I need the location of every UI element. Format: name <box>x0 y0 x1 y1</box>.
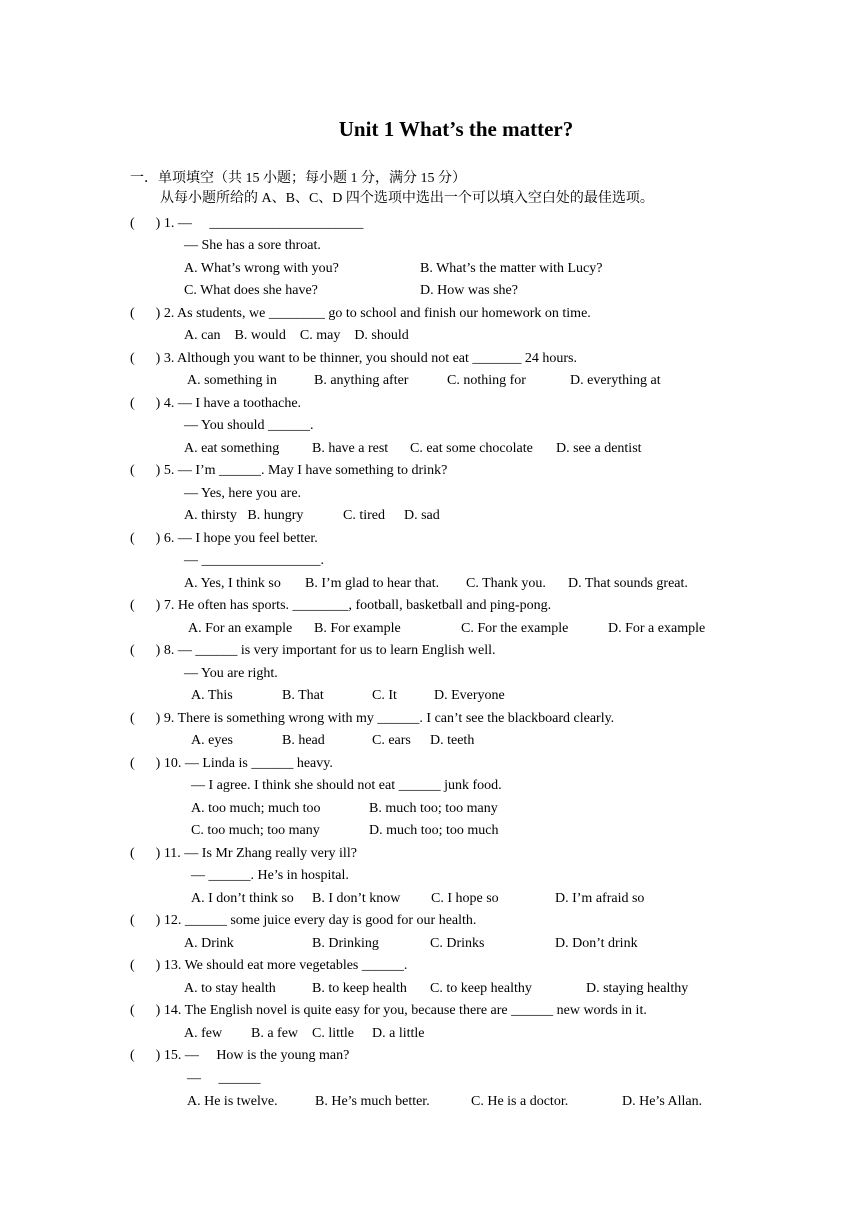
question-3: ( ) 3. Although you want to be thinner, you should not eat _______ 24 hours. <box>130 351 578 366</box>
question-5: ( ) 5. — I’m ______. May I have something to drink? <box>130 463 448 478</box>
section-instruction: 从每小题所给的 A、B、C、D 四个选项中选出一个可以填入空白处的最佳选项。 <box>160 191 654 206</box>
page-title: Unit 1 What’s the matter? <box>338 117 574 141</box>
question-3-option-a: A. something in <box>187 373 277 388</box>
question-7-option-c: C. For the example <box>461 621 569 636</box>
question-11-option-b: B. I don’t know <box>312 891 401 906</box>
question-8: ( ) 8. — ______ is very important for us to learn English well. <box>130 643 496 658</box>
question-1: ( ) 1. — ______________________ <box>130 216 364 231</box>
question-1-option-d: D. How was she? <box>420 283 518 298</box>
question-3-option-d: D. everything at <box>570 373 661 388</box>
question-9: ( ) 9. There is something wrong with my ______. I can’t see the blackboard clearly. <box>130 711 615 726</box>
question-9-option-b: B. head <box>282 733 325 748</box>
question-7-option-a: A. For an example <box>188 621 293 636</box>
question-14-option-a: A. few <box>184 1026 223 1041</box>
question-4-dialogue: — You should ______. <box>184 418 314 433</box>
question-12-option-a: A. Drink <box>184 936 234 951</box>
question-5-option-c: C. tired <box>343 508 385 523</box>
question-11-option-d: D. I’m afraid so <box>555 891 645 906</box>
question-2-options: A. can B. would C. may D. should <box>184 328 409 343</box>
question-6-option-b: B. I’m glad to hear that. <box>305 576 440 591</box>
question-14-option-d: D. a little <box>372 1026 425 1041</box>
question-6-option-c: C. Thank you. <box>466 576 546 591</box>
question-4-option-c: C. eat some chocolate <box>410 441 533 456</box>
question-6-option-a: A. Yes, I think so <box>184 576 281 591</box>
question-15-dialogue: — ______ <box>187 1071 261 1086</box>
question-14-option-b: B. a few <box>251 1026 299 1041</box>
section-heading: 一．单项填空（共 15 小题；每小题 1 分，满分 15 分） <box>130 171 466 186</box>
question-6: ( ) 6. — I hope you feel better. <box>130 531 318 546</box>
question-1-option-a: A. What’s wrong with you? <box>184 261 339 276</box>
question-4-option-b: B. have a rest <box>312 441 389 456</box>
question-3-option-c: C. nothing for <box>447 373 526 388</box>
question-12: ( ) 12. ______ some juice every day is good for our health. <box>130 913 477 928</box>
question-15-option-c: C. He is a doctor. <box>471 1094 569 1109</box>
question-10-option-d: D. much too; too much <box>369 823 499 838</box>
question-1-option-c: C. What does she have? <box>184 283 318 298</box>
question-4-option-a: A. eat something <box>184 441 280 456</box>
question-11: ( ) 11. — Is Mr Zhang really very ill? <box>130 846 357 861</box>
question-12-option-c: C. Drinks <box>430 936 485 951</box>
question-13: ( ) 13. We should eat more vegetables ______. <box>130 958 408 973</box>
question-5-option-d: D. sad <box>404 508 440 523</box>
question-10-option-b: B. much too; too many <box>369 801 498 816</box>
question-9-option-c: C. ears <box>372 733 411 748</box>
question-13-option-c: C. to keep healthy <box>430 981 532 996</box>
question-13-option-a: A. to stay health <box>184 981 276 996</box>
question-6-option-d: D. That sounds great. <box>568 576 688 591</box>
question-9-option-d: D. teeth <box>430 733 475 748</box>
question-8-option-d: D. Everyone <box>434 688 505 703</box>
question-11-option-c: C. I hope so <box>431 891 499 906</box>
question-8-dialogue: — You are right. <box>184 666 278 681</box>
question-11-dialogue: — ______. He’s in hospital. <box>191 868 349 883</box>
question-8-option-a: A. This <box>191 688 233 703</box>
question-10-option-c: C. too much; too many <box>191 823 320 838</box>
question-7: ( ) 7. He often has sports. ________, football, basketball and ping-pong. <box>130 598 552 613</box>
question-10-dialogue: — I agree. I think she should not eat ______ junk food. <box>191 778 502 793</box>
question-5-option-ab: A. thirsty B. hungry <box>184 508 304 523</box>
question-15-option-a: A. He is twelve. <box>187 1094 278 1109</box>
question-1-dialogue: — She has a sore throat. <box>184 238 321 253</box>
question-8-option-b: B. That <box>282 688 324 703</box>
question-11-option-a: A. I don’t think so <box>191 891 294 906</box>
question-7-option-b: B. For example <box>314 621 401 636</box>
question-10: ( ) 10. — Linda is ______ heavy. <box>130 756 333 771</box>
question-15-option-b: B. He’s much better. <box>315 1094 430 1109</box>
question-4: ( ) 4. — I have a toothache. <box>130 396 302 411</box>
question-15-option-d: D. He’s Allan. <box>622 1094 703 1109</box>
question-14: ( ) 14. The English novel is quite easy for you, because there are ______ new words in it. <box>130 1003 647 1018</box>
question-8-option-c: C. It <box>372 688 397 703</box>
question-13-option-d: D. staying healthy <box>586 981 689 996</box>
question-6-dialogue: — _________________. <box>184 553 324 568</box>
question-12-option-b: B. Drinking <box>312 936 379 951</box>
question-2: ( ) 2. As students, we ________ go to school and finish our homework on time. <box>130 306 591 321</box>
question-13-option-b: B. to keep health <box>312 981 407 996</box>
question-12-option-d: D. Don’t drink <box>555 936 638 951</box>
question-4-option-d: D. see a dentist <box>556 441 642 456</box>
question-14-option-c: C. little <box>312 1026 354 1041</box>
question-10-option-a: A. too much; much too <box>191 801 321 816</box>
question-3-option-b: B. anything after <box>314 373 409 388</box>
question-7-option-d: D. For a example <box>608 621 706 636</box>
question-9-option-a: A. eyes <box>191 733 233 748</box>
question-5-dialogue: — Yes, here you are. <box>184 486 302 501</box>
question-15: ( ) 15. — How is the young man? <box>130 1048 350 1063</box>
question-1-option-b: B. What’s the matter with Lucy? <box>420 261 603 276</box>
